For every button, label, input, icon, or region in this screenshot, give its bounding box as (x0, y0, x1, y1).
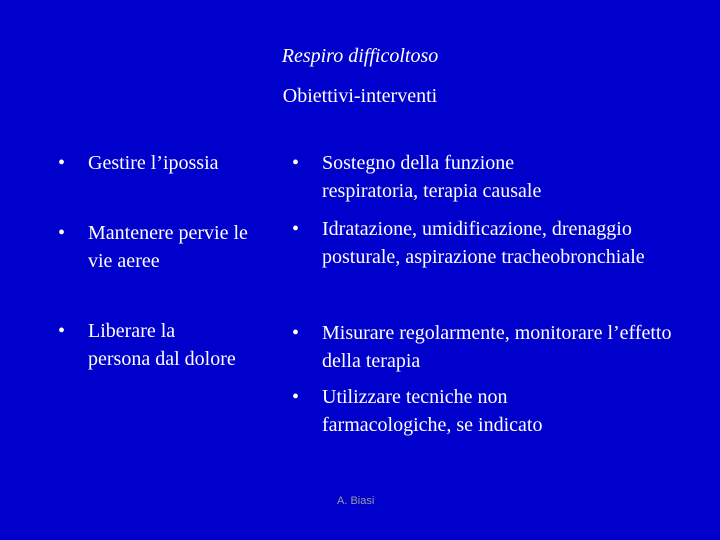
intervention-text: Sostegno della funzione respiratoria, terapia causale (322, 152, 542, 202)
bullet-icon: • (58, 222, 66, 244)
goal-text: Mantenere pervie le vie aeree (88, 222, 248, 272)
goal-text: Liberare la persona dal dolore (88, 320, 236, 370)
intervention-item-hydration (292, 215, 662, 271)
bullet-icon: • (292, 218, 300, 240)
bullet-icon: • (292, 386, 300, 408)
bullet-icon: • (292, 152, 300, 174)
footer-author: A. Biasi (337, 495, 375, 507)
intervention-text: Utilizzare tecniche non farmacologiche, se indicato (322, 386, 543, 436)
intervention-text: Misurare regolarmente, monitorare l’effetto della terapia (322, 322, 672, 372)
bullet-icon: • (292, 322, 300, 344)
bullet-icon: • (58, 152, 66, 174)
intervention-text: Idratazione, umidificazione, drenaggio posturale, aspirazione tracheobronchiale (322, 218, 645, 268)
intervention-item-techniques (292, 383, 612, 439)
slide-title: Respiro difficoltoso (281, 45, 439, 67)
slide-subtitle: Obiettivi-interventi (282, 85, 438, 107)
intervention-item-monitoring (292, 319, 692, 375)
goal-item-pain (58, 317, 238, 373)
goal-text: Gestire l’ipossia (88, 152, 219, 174)
bullet-icon: • (58, 320, 66, 342)
intervention-item-support (292, 149, 612, 205)
goal-item-airways (58, 219, 273, 275)
goal-item-hypoxia (58, 149, 273, 177)
